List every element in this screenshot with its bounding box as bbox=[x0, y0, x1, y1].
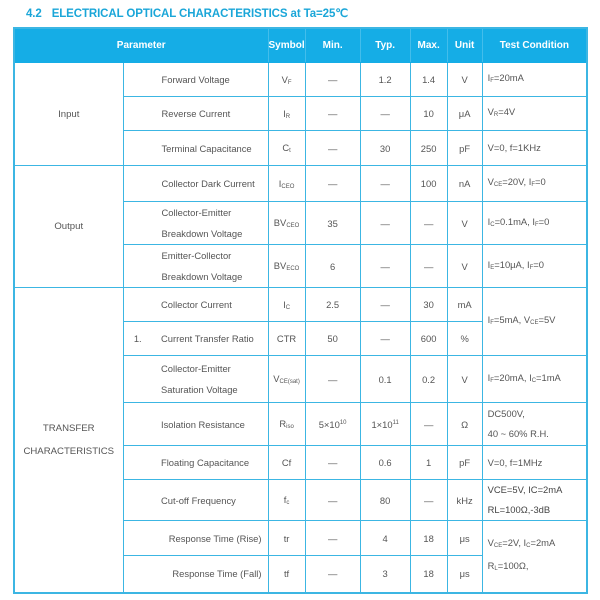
symbol: Cf bbox=[268, 446, 305, 480]
symbol: $C_t$ bbox=[268, 131, 305, 166]
param-name: Reverse Current bbox=[123, 97, 268, 131]
param-name: Collector Current bbox=[146, 288, 268, 322]
symbol: $BV_{CEO}$ bbox=[268, 202, 305, 245]
typ-value: 30 bbox=[360, 131, 410, 166]
unit: μs bbox=[447, 556, 482, 593]
test-condition-shared: $I_F=5mA$, $V_{CE}=5V$ bbox=[482, 288, 587, 356]
typ-value: $1\times 10^{11}$ bbox=[360, 403, 410, 446]
param-name: Current Transfer Ratio bbox=[146, 322, 268, 356]
unit: μs bbox=[447, 521, 482, 556]
param-name: Response Time (Fall) bbox=[123, 556, 268, 593]
min-value: — bbox=[305, 97, 360, 131]
row-index bbox=[123, 288, 146, 322]
min-value: — bbox=[305, 480, 360, 521]
param-name: Floating Capacitance bbox=[146, 446, 268, 480]
row-index bbox=[123, 356, 146, 403]
row-index bbox=[123, 446, 146, 480]
symbol: $R_{iso}$ bbox=[268, 403, 305, 446]
unit: pF bbox=[447, 446, 482, 480]
param-name: Isolation Resistance bbox=[146, 403, 268, 446]
min-value: — bbox=[305, 166, 360, 202]
max-value: 1.4 bbox=[410, 63, 447, 97]
max-value: 18 bbox=[410, 521, 447, 556]
typ-value: — bbox=[360, 202, 410, 245]
max-value: 0.2 bbox=[410, 356, 447, 403]
max-value: 18 bbox=[410, 556, 447, 593]
min-value: 6 bbox=[305, 245, 360, 288]
test-condition: V=0, f=1KHz bbox=[482, 131, 587, 166]
max-value: — bbox=[410, 403, 447, 446]
row-index: 1. bbox=[123, 322, 146, 356]
unit: Ω bbox=[447, 403, 482, 446]
test-condition: $I_F=20mA$ bbox=[482, 63, 587, 97]
symbol: tf bbox=[268, 556, 305, 593]
max-value: 100 bbox=[410, 166, 447, 202]
min-value: — bbox=[305, 131, 360, 166]
max-value: 30 bbox=[410, 288, 447, 322]
test-condition: $I_F=20mA$, $I_C=1mA$ bbox=[482, 356, 587, 403]
symbol: $V_{CE(sat)}$ bbox=[268, 356, 305, 403]
min-value: — bbox=[305, 63, 360, 97]
header-row bbox=[14, 28, 587, 63]
test-condition: $V_R=4V$ bbox=[482, 97, 587, 131]
symbol: $V_F$ bbox=[268, 63, 305, 97]
test-condition: VCE=5V, IC=2mA RL=100Ω,-3dB bbox=[482, 480, 587, 521]
max-value: — bbox=[410, 202, 447, 245]
max-value: — bbox=[410, 245, 447, 288]
header-symbol: Symbol bbox=[268, 28, 305, 63]
typ-value: 3 bbox=[360, 556, 410, 593]
symbol: $I_C$ bbox=[268, 288, 305, 322]
header-min: Min. bbox=[305, 28, 360, 63]
section-title-text: ELECTRICAL OPTICAL CHARACTERISTICS at Ta=25℃ bbox=[51, 8, 349, 20]
param-name: Cut-off Frequency bbox=[146, 480, 268, 521]
unit: kHz bbox=[447, 480, 482, 521]
max-value: 10 bbox=[410, 97, 447, 131]
unit: pF bbox=[447, 131, 482, 166]
unit: μA bbox=[447, 97, 482, 131]
min-value: 50 bbox=[305, 322, 360, 356]
typ-value: 0.1 bbox=[360, 356, 410, 403]
typ-value: — bbox=[360, 288, 410, 322]
unit: V bbox=[447, 245, 482, 288]
header-typ: Typ. bbox=[360, 28, 410, 63]
unit: nA bbox=[447, 166, 482, 202]
typ-value: — bbox=[360, 322, 410, 356]
group-input: Input bbox=[14, 63, 123, 166]
symbol: $BV_{ECO}$ bbox=[268, 245, 305, 288]
max-value: — bbox=[410, 480, 447, 521]
param-name: Emitter-Collector Breakdown Voltage bbox=[123, 245, 268, 288]
param-name: Collector-Emitter Breakdown Voltage bbox=[123, 202, 268, 245]
max-value: 1 bbox=[410, 446, 447, 480]
min-value: 2.5 bbox=[305, 288, 360, 322]
test-condition-shared: $V_{CE}=2V$, $I_C=2mA$ $R_L=100\Omega$, bbox=[482, 521, 587, 593]
unit: % bbox=[447, 322, 482, 356]
row-index bbox=[123, 403, 146, 446]
section-title bbox=[26, 6, 348, 20]
min-value: — bbox=[305, 446, 360, 480]
test-condition: $I_C=0.1mA$, $I_F=0$ bbox=[482, 202, 587, 245]
param-name: Collector-Emitter Saturation Voltage bbox=[146, 356, 268, 403]
test-condition: $V_{CE}=20V$, $I_F=0$ bbox=[482, 166, 587, 202]
symbol: $I_R$ bbox=[268, 97, 305, 131]
max-value: 600 bbox=[410, 322, 447, 356]
min-value: — bbox=[305, 356, 360, 403]
group-transfer-characteristics: TRANSFER CHARACTERISTICS bbox=[14, 288, 123, 593]
table-row bbox=[14, 63, 587, 97]
test-condition: DC500V, 40 ~ 60% R.H. bbox=[482, 403, 587, 446]
electrical-optical-characteristics-table bbox=[13, 27, 588, 594]
header-max: Max. bbox=[410, 28, 447, 63]
typ-value: 80 bbox=[360, 480, 410, 521]
typ-value: 1.2 bbox=[360, 63, 410, 97]
table-row bbox=[14, 166, 587, 202]
min-value: — bbox=[305, 521, 360, 556]
unit: V bbox=[447, 202, 482, 245]
test-condition: $I_E=10\mu A$, $I_F=0$ bbox=[482, 245, 587, 288]
test-condition: V=0, f=1MHz bbox=[482, 446, 587, 480]
typ-value: — bbox=[360, 166, 410, 202]
header-test-condition: Test Condition bbox=[482, 28, 587, 63]
unit: V bbox=[447, 63, 482, 97]
symbol: $f_c$ bbox=[268, 480, 305, 521]
row-index bbox=[123, 480, 146, 521]
unit: V bbox=[447, 356, 482, 403]
typ-value: 0.6 bbox=[360, 446, 410, 480]
header-parameter: Parameter bbox=[14, 28, 268, 63]
header-unit: Unit bbox=[447, 28, 482, 63]
param-name: Terminal Capacitance bbox=[123, 131, 268, 166]
max-value: 250 bbox=[410, 131, 447, 166]
param-name: Response Time (Rise) bbox=[123, 521, 268, 556]
typ-value: — bbox=[360, 245, 410, 288]
param-name: Collector Dark Current bbox=[123, 166, 268, 202]
symbol: $I_{CEO}$ bbox=[268, 166, 305, 202]
param-name: Forward Voltage bbox=[123, 63, 268, 97]
symbol: CTR bbox=[268, 322, 305, 356]
typ-value: 4 bbox=[360, 521, 410, 556]
symbol: tr bbox=[268, 521, 305, 556]
group-output: Output bbox=[14, 166, 123, 288]
min-value: $5\times 10^{10}$ bbox=[305, 403, 360, 446]
typ-value: — bbox=[360, 97, 410, 131]
section-number: 4.2 bbox=[26, 8, 42, 20]
min-value: — bbox=[305, 556, 360, 593]
unit: mA bbox=[447, 288, 482, 322]
table-row bbox=[14, 288, 587, 322]
min-value: 35 bbox=[305, 202, 360, 245]
